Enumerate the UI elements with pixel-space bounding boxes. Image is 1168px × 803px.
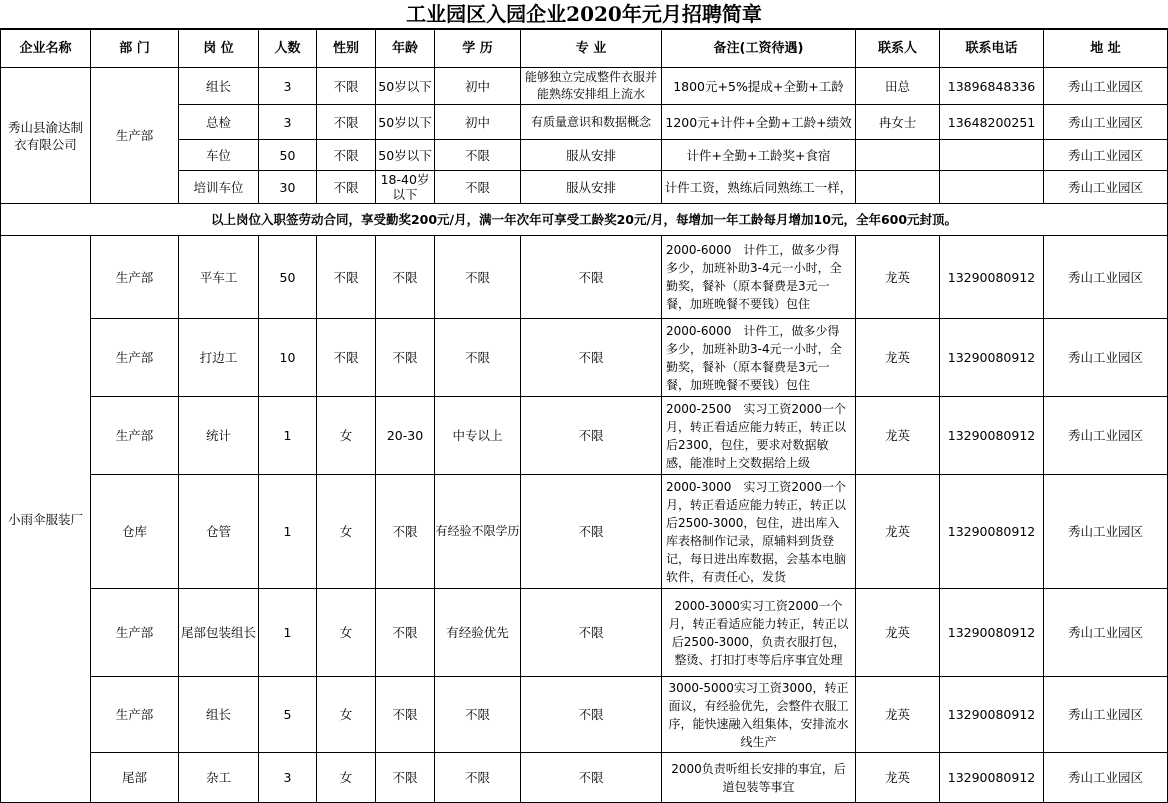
salary-note: 计件工资，熟练后同熟练工一样， bbox=[662, 171, 856, 204]
contact: 龙英 bbox=[856, 753, 940, 803]
address: 秀山工业园区 bbox=[1044, 677, 1168, 753]
position: 打边工 bbox=[179, 319, 259, 397]
phone: 13290080912 bbox=[940, 753, 1044, 803]
major: 服从安排 bbox=[521, 171, 662, 204]
position: 车位 bbox=[179, 140, 259, 171]
age: 不限 bbox=[376, 475, 435, 589]
table-row bbox=[1, 236, 1168, 319]
phone: 13290080912 bbox=[940, 677, 1044, 753]
education: 有经验不限学历 bbox=[435, 475, 521, 589]
major: 不限 bbox=[521, 677, 662, 753]
education: 不限 bbox=[435, 140, 521, 171]
major: 不限 bbox=[521, 475, 662, 589]
age: 不限 bbox=[376, 236, 435, 319]
headcount: 3 bbox=[259, 68, 317, 105]
contact bbox=[856, 171, 940, 204]
department: 生产部 bbox=[91, 589, 179, 677]
gender: 不限 bbox=[317, 105, 376, 140]
salary-note: 2000-2500 实习工资2000一个月，转正看适应能力转正，转正以后2300，包住，要求对数据敏感，能准时上交数据给上级 bbox=[662, 397, 856, 475]
salary-note: 1800元+5%提成+全勤+工龄 bbox=[662, 68, 856, 105]
headcount: 50 bbox=[259, 140, 317, 171]
contact: 龙英 bbox=[856, 589, 940, 677]
headcount: 5 bbox=[259, 677, 317, 753]
position: 统计 bbox=[179, 397, 259, 475]
department: 生产部 bbox=[91, 68, 179, 204]
phone bbox=[940, 171, 1044, 204]
headcount: 1 bbox=[259, 397, 317, 475]
salary-note: 2000-6000 计件工，做多少得多少，加班补助3-4元一小时，全勤奖，餐补（原本餐费是3元一餐，加班晚餐不要钱）包住 bbox=[662, 236, 856, 319]
gender: 不限 bbox=[317, 171, 376, 204]
gender: 女 bbox=[317, 475, 376, 589]
department: 尾部 bbox=[91, 753, 179, 803]
salary-note: 2000-3000 实习工资2000一个月，转正看适应能力转正，转正以后2500-3000，包住，进出库入库表格制作记录，原辅料到货登记，每日进出库数据，会基本电脑软件，有责任心，发货 bbox=[662, 475, 856, 589]
major: 有质量意识和数据概念 bbox=[521, 105, 662, 140]
salary-note: 2000-6000 计件工，做多少得多少，加班补助3-4元一小时，全勤奖，餐补（原本餐费是3元一餐，加班晚餐不要钱）包住 bbox=[662, 319, 856, 397]
company-name: 小雨伞服装厂 bbox=[1, 236, 91, 803]
phone: 13290080912 bbox=[940, 589, 1044, 677]
age: 50岁以下 bbox=[376, 140, 435, 171]
header-cell: 学 历 bbox=[435, 30, 521, 68]
headcount: 1 bbox=[259, 475, 317, 589]
major: 不限 bbox=[521, 753, 662, 803]
contact: 龙英 bbox=[856, 397, 940, 475]
header-row bbox=[1, 30, 1168, 68]
header-cell: 岗 位 bbox=[179, 30, 259, 68]
header-cell: 地 址 bbox=[1044, 30, 1168, 68]
major: 不限 bbox=[521, 236, 662, 319]
education: 不限 bbox=[435, 319, 521, 397]
age: 50岁以下 bbox=[376, 68, 435, 105]
education: 不限 bbox=[435, 677, 521, 753]
header-cell: 企业名称 bbox=[1, 30, 91, 68]
header-cell: 年龄 bbox=[376, 30, 435, 68]
address: 秀山工业园区 bbox=[1044, 236, 1168, 319]
headcount: 30 bbox=[259, 171, 317, 204]
contact: 龙英 bbox=[856, 236, 940, 319]
age: 50岁以下 bbox=[376, 105, 435, 140]
gender: 女 bbox=[317, 589, 376, 677]
page-title: 工业园区入园企业2020年元月招聘简章 bbox=[0, 0, 1168, 29]
education: 不限 bbox=[435, 753, 521, 803]
age: 不限 bbox=[376, 319, 435, 397]
gender: 不限 bbox=[317, 236, 376, 319]
table-row bbox=[1, 319, 1168, 397]
contact: 冉女士 bbox=[856, 105, 940, 140]
age: 不限 bbox=[376, 753, 435, 803]
address: 秀山工业园区 bbox=[1044, 68, 1168, 105]
salary-note: 2000-3000实习工资2000一个月，转正看适应能力转正，转正以后2500-3000，负责衣服打包，整烫、打扣打枣等后序事宜处理 bbox=[662, 589, 856, 677]
table-row bbox=[1, 68, 1168, 105]
age: 不限 bbox=[376, 589, 435, 677]
phone: 13290080912 bbox=[940, 475, 1044, 589]
notice-row bbox=[1, 204, 1168, 236]
education: 初中 bbox=[435, 105, 521, 140]
header-cell: 人数 bbox=[259, 30, 317, 68]
position: 尾部包装组长 bbox=[179, 589, 259, 677]
phone: 13648200251 bbox=[940, 105, 1044, 140]
table-row bbox=[1, 475, 1168, 589]
position: 平车工 bbox=[179, 236, 259, 319]
salary-note: 1200元+计件+全勤+工龄+绩效 bbox=[662, 105, 856, 140]
headcount: 3 bbox=[259, 105, 317, 140]
position: 杂工 bbox=[179, 753, 259, 803]
gender: 女 bbox=[317, 677, 376, 753]
major: 服从安排 bbox=[521, 140, 662, 171]
salary-note: 计件+全勤+工龄奖+食宿 bbox=[662, 140, 856, 171]
header-cell: 部 门 bbox=[91, 30, 179, 68]
address: 秀山工业园区 bbox=[1044, 589, 1168, 677]
header-cell: 联系电话 bbox=[940, 30, 1044, 68]
address: 秀山工业园区 bbox=[1044, 753, 1168, 803]
phone: 13290080912 bbox=[940, 319, 1044, 397]
gender: 女 bbox=[317, 753, 376, 803]
age: 不限 bbox=[376, 677, 435, 753]
phone: 13896848336 bbox=[940, 68, 1044, 105]
company-name: 秀山县渝达制衣有限公司 bbox=[1, 68, 91, 204]
gender: 不限 bbox=[317, 319, 376, 397]
address: 秀山工业园区 bbox=[1044, 475, 1168, 589]
contact: 龙英 bbox=[856, 475, 940, 589]
education: 初中 bbox=[435, 68, 521, 105]
contact: 龙英 bbox=[856, 319, 940, 397]
position: 组长 bbox=[179, 68, 259, 105]
position: 培训车位 bbox=[179, 171, 259, 204]
notice-text: 以上岗位入职签劳动合同，享受勤奖200元/月，满一年次年可享受工龄奖20元/月，每增加一年工龄每月增加10元，全年600元封顶。 bbox=[1, 204, 1168, 236]
age: 20-30 bbox=[376, 397, 435, 475]
department: 生产部 bbox=[91, 397, 179, 475]
phone: 13290080912 bbox=[940, 397, 1044, 475]
position: 仓管 bbox=[179, 475, 259, 589]
major: 能够独立完成整件衣服并能熟练安排组上流水 bbox=[521, 68, 662, 105]
department: 仓库 bbox=[91, 475, 179, 589]
education: 有经验优先 bbox=[435, 589, 521, 677]
major: 不限 bbox=[521, 589, 662, 677]
education: 不限 bbox=[435, 236, 521, 319]
table-row bbox=[1, 589, 1168, 677]
address: 秀山工业园区 bbox=[1044, 171, 1168, 204]
position: 总检 bbox=[179, 105, 259, 140]
salary-note: 3000-5000实习工资3000，转正面议，有经验优先，会整件衣服工序，能快速融入组集体，安排流水线生产 bbox=[662, 677, 856, 753]
age: 18-40岁以下 bbox=[376, 171, 435, 204]
gender: 不限 bbox=[317, 68, 376, 105]
table-row bbox=[1, 397, 1168, 475]
education: 中专以上 bbox=[435, 397, 521, 475]
department: 生产部 bbox=[91, 319, 179, 397]
headcount: 1 bbox=[259, 589, 317, 677]
gender: 不限 bbox=[317, 140, 376, 171]
contact bbox=[856, 140, 940, 171]
major: 不限 bbox=[521, 319, 662, 397]
header-cell: 联系人 bbox=[856, 30, 940, 68]
department: 生产部 bbox=[91, 677, 179, 753]
phone: 13290080912 bbox=[940, 236, 1044, 319]
header-cell: 备注(工资待遇) bbox=[662, 30, 856, 68]
contact: 田总 bbox=[856, 68, 940, 105]
address: 秀山工业园区 bbox=[1044, 105, 1168, 140]
department: 生产部 bbox=[91, 236, 179, 319]
address: 秀山工业园区 bbox=[1044, 319, 1168, 397]
header-cell: 专 业 bbox=[521, 30, 662, 68]
headcount: 10 bbox=[259, 319, 317, 397]
education: 不限 bbox=[435, 171, 521, 204]
recruitment-table bbox=[0, 29, 1168, 803]
address: 秀山工业园区 bbox=[1044, 140, 1168, 171]
contact: 龙英 bbox=[856, 677, 940, 753]
headcount: 3 bbox=[259, 753, 317, 803]
table-row bbox=[1, 753, 1168, 803]
table-row bbox=[1, 677, 1168, 753]
header-cell: 性别 bbox=[317, 30, 376, 68]
headcount: 50 bbox=[259, 236, 317, 319]
address: 秀山工业园区 bbox=[1044, 397, 1168, 475]
position: 组长 bbox=[179, 677, 259, 753]
salary-note: 2000负责听组长安排的事宜，后道包装等事宜 bbox=[662, 753, 856, 803]
phone bbox=[940, 140, 1044, 171]
gender: 女 bbox=[317, 397, 376, 475]
major: 不限 bbox=[521, 397, 662, 475]
